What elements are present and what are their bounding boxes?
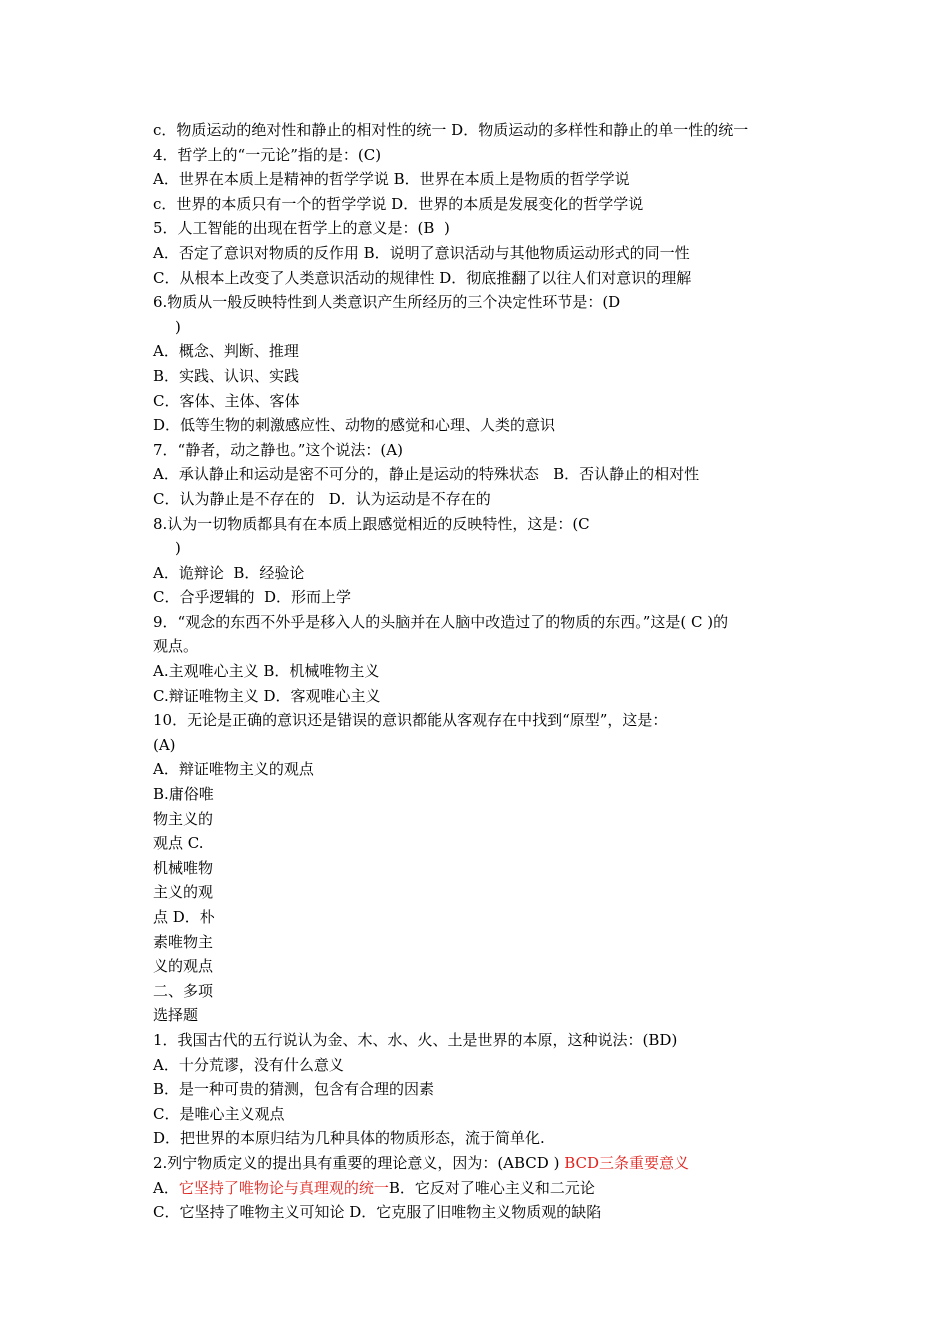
question-6-stem: 6.物质从一般反映特性到人类意识产生所经历的三个决定性环节是：(D [153, 293, 621, 312]
question-8-options-ab: A．诡辩论 B．经验论 [153, 563, 305, 582]
question-9-options-cd: C.辩证唯物主义 D．客观唯心主义 [153, 686, 381, 705]
question-7-options-cd: C．认为静止是不存在的 D．认为运动是不存在的 [153, 489, 491, 508]
document-page [153, 118, 833, 1225]
question-4-options-ab: A．世界在本质上是精神的哲学学说 B．世界在本质上是物质的哲学学说 [153, 170, 630, 189]
mc-question-1-stem: 1．我国古代的五行说认为金、木、水、火、土是世界的本原，这种说法：(BD) [153, 1030, 678, 1049]
question-10-option-fragment: 物主义的 [153, 809, 214, 828]
option-b-text: B．它反对了唯心主义和二元论 [388, 1178, 595, 1197]
question-8-stem: 8.认为一切物质都具有在本质上跟感觉相近的反映特性，这是：(C [153, 514, 590, 533]
mc-question-1-option-b: B．是一种可贵的猜测，包含有合理的因素 [153, 1080, 435, 1099]
question-10-stem: 10．无论是正确的意识还是错误的意识都能从客观存在中找到“原型”，这是： [153, 711, 668, 730]
question-8-options-cd: C．合乎逻辑的 D．形而上学 [153, 588, 352, 607]
option-a-label: A． [153, 1178, 179, 1197]
question-10-option-fragment: 机械唯物 [153, 858, 214, 877]
question-6-stem-end: ) [175, 317, 181, 336]
text-line-q3-options-cd: c．物质运动的绝对性和静止的相对性的统一 D．物质运动的多样性和静止的单一性的统一 [153, 121, 749, 139]
question-8-stem-end: ) [175, 539, 181, 558]
question-5-options-ab: A．否定了意识对物质的反作用 B．说明了意识活动与其他物质运动形式的同一性 [153, 243, 690, 262]
question-5-stem: 5．人工智能的出现在哲学上的意义是：(B ) [153, 219, 450, 238]
question-6-option-c: C．客体、主体、客体 [153, 391, 300, 410]
question-7-stem: 7．“静者，动之静也。”这个说法：(A) [153, 440, 403, 459]
question-9-options-ab: A.主观唯心主义 B．机械唯物主义 [153, 662, 380, 681]
option-a-highlighted-text: 它坚持了唯物论与真理观的统一 [178, 1178, 389, 1197]
question-6-option-b: B．实践、认识、实践 [153, 366, 300, 385]
mc-question-2-stem [153, 1151, 833, 1176]
question-10-option-fragment: 主义的观 [153, 883, 214, 902]
question-10-option-fragment: 义的观点 [153, 957, 214, 976]
section-heading: 二、多项 [153, 981, 214, 1000]
question-6-option-d: D．低等生物的刺激感应性、动物的感觉和心理、人类的意识 [153, 416, 556, 435]
mc-question-1-option-d: D．把世界的本原归结为几种具体的物质形态，流于简单化. [153, 1129, 545, 1148]
question-10-option-a: A．辩证唯物主义的观点 [153, 760, 314, 779]
question-4-stem: 4．哲学上的“一元论”指的是：(C) [153, 145, 382, 164]
mc-question-1-option-c: C．是唯心主义观点 [153, 1104, 285, 1123]
question-9-stem: 9．“观念的东西不外乎是移入人的头脑并在人脑中改造过了的物质的东西。”这是( C )的 [153, 612, 729, 631]
question-10-option-fragment: 观点 C. [153, 834, 204, 853]
question-6-option-a: A．概念、判断、推理 [153, 342, 299, 361]
question-10-option-fragment: 点 D．朴 [153, 908, 215, 926]
mc-question-2-options-cd: C．它坚持了唯物主义可知论 D．它克服了旧唯物主义物质观的缺陷 [153, 1203, 602, 1222]
mc-question-1-option-a: A．十分荒谬，没有什么意义 [153, 1055, 344, 1074]
question-10-option-fragment: 素唯物主 [153, 932, 214, 951]
question-10-option-fragment: B.庸俗唯 [153, 785, 214, 804]
mc-question-2-note: BCD三条重要意义 [564, 1153, 690, 1172]
question-5-options-cd: C．从根本上改变了人类意识活动的规律性 D．彻底推翻了以往人们对意识的理解 [153, 268, 692, 287]
question-10-answer: (A) [153, 735, 176, 754]
question-9-stem-end: 观点。 [153, 637, 199, 656]
mc-question-2-options-ab [153, 1176, 833, 1201]
mc-question-2-stem-text: 2.列宁物质定义的提出具有重要的理论意义，因为：(ABCD ) [153, 1153, 565, 1172]
question-7-options-ab: A．承认静止和运动是密不可分的，静止是运动的特殊状态 B．否认静止的相对性 [153, 465, 700, 484]
section-heading-end: 选择题 [153, 1006, 199, 1025]
question-4-options-cd: c．世界的本质只有一个的哲学学说 D．世界的本质是发展变化的哲学学说 [153, 194, 644, 213]
